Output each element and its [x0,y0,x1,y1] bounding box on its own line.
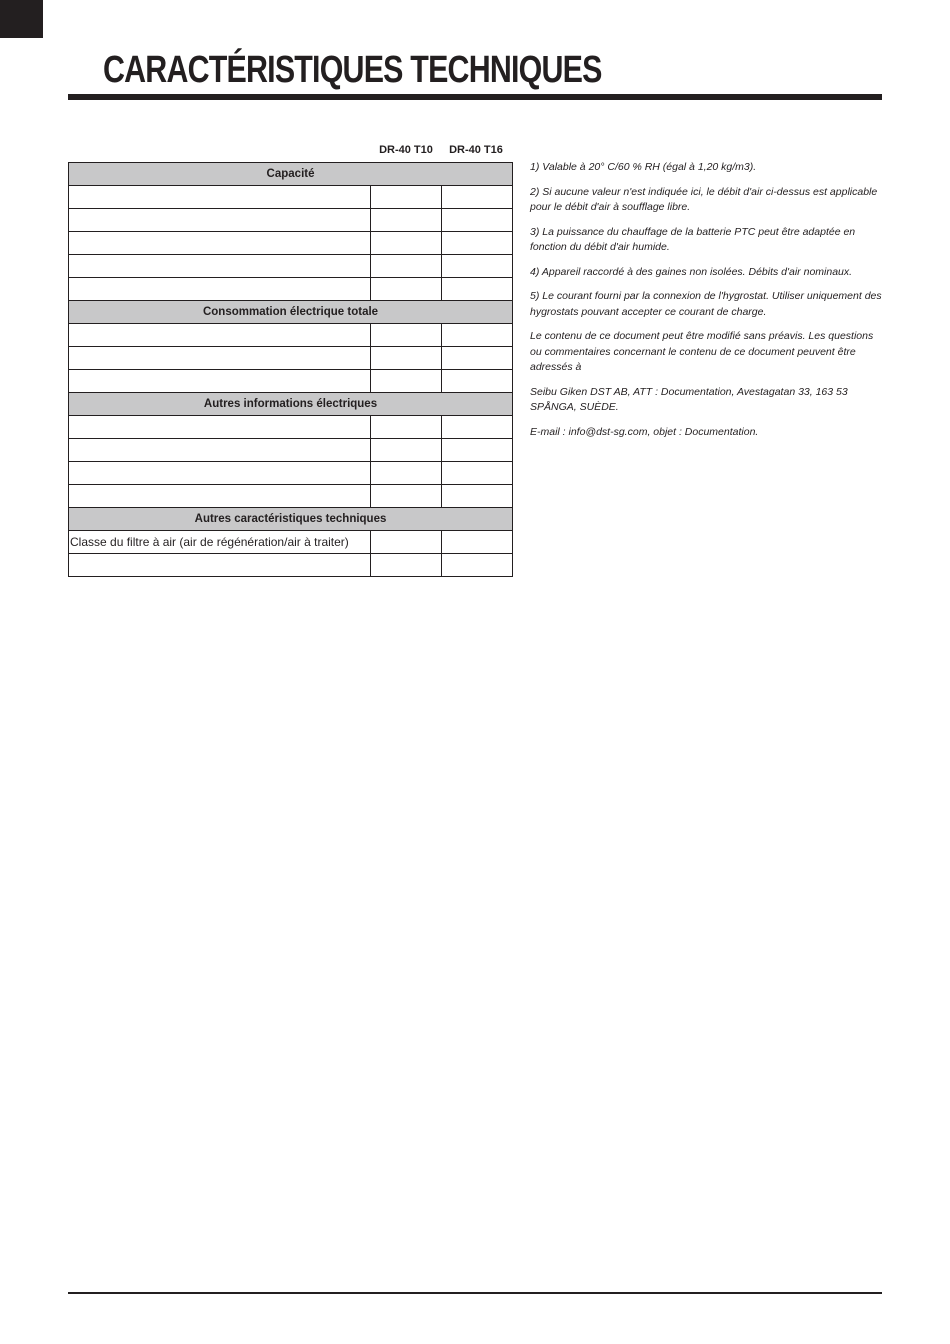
value-t16 [442,531,513,554]
value-t10 [371,370,442,393]
table-row [69,255,513,278]
value-t16 [442,554,513,577]
value-t16 [442,462,513,485]
value-t10 [371,209,442,232]
specifications-table [68,162,513,577]
row-label [69,347,371,370]
table-row [69,347,513,370]
section-header-row [69,508,513,531]
value-t10 [371,347,442,370]
value-t16 [442,347,513,370]
value-t16 [442,232,513,255]
value-t10 [371,462,442,485]
row-label [69,209,371,232]
value-t10 [371,485,442,508]
table-row [69,462,513,485]
row-label [69,232,371,255]
title-rule [68,94,882,100]
table-row [69,209,513,232]
value-t10 [371,554,442,577]
page-title: CARACTÉRISTIQUES TECHNIQUES [103,49,602,91]
footer-rule [68,1292,882,1294]
row-label-filtre-air: Classe du filtre à air (air de régénération/air à traiter) [69,531,371,554]
row-label [69,278,371,301]
section-header-row [69,163,513,186]
table-row [69,278,513,301]
section-header-row [69,393,513,416]
table-row [69,485,513,508]
value-t16 [442,485,513,508]
table-row [69,324,513,347]
row-label [69,324,371,347]
row-label [69,439,371,462]
value-t16 [442,186,513,209]
value-t10 [371,324,442,347]
table-row [69,554,513,577]
row-label [69,462,371,485]
value-t10 [371,232,442,255]
column-header-dr40-t10: DR-40 T10 [379,144,433,156]
disclaimer-text: Le contenu de ce document peut être modifié sans préavis. Les questions ou commentaires concernant le contenu de ce document peuvent être adressés à [530,330,874,373]
value-t16 [442,278,513,301]
section-consommation-electrique: Consommation électrique totale [69,301,513,324]
row-label [69,485,371,508]
footnote-1: 1) Valable à 20° C/60 % RH (égal à 1,20 kg/m3). [530,161,757,173]
row-label [69,370,371,393]
value-t10 [371,531,442,554]
contact-address: Seibu Giken DST AB, ATT : Documentation, Avestagatan 33, 163 53 SPÅNGA, SUÈDE. [530,385,848,413]
value-t16 [442,416,513,439]
contact-email: E-mail : info@dst-sg.com, objet : Documentation. [530,425,759,438]
table-row [69,416,513,439]
row-label [69,186,371,209]
footnotes [530,160,882,449]
value-t10 [371,278,442,301]
value-t16 [442,324,513,347]
row-label [69,554,371,577]
footnote-3: 3) La puissance du chauffage de la batterie PTC peut être adaptée en fonction du débit d'air humide. [530,225,856,253]
value-t10 [371,439,442,462]
table-row [69,439,513,462]
value-t16 [442,370,513,393]
table-row [69,232,513,255]
footnote-2: 2) Si aucune valeur n'est indiquée ici, le débit d'air ci-dessus est applicable pour le débit d'air à soufflage libre. [530,185,878,213]
table-row [69,186,513,209]
value-t16 [442,209,513,232]
corner-tab-block [0,0,43,38]
section-capacite: Capacité [69,163,513,186]
value-t16 [442,439,513,462]
table-row [69,370,513,393]
row-label [69,255,371,278]
footnote-4: 4) Appareil raccordé à des gaines non isolées. Débits d'air nominaux. [530,265,853,278]
footnote-5: 5) Le courant fourni par la connexion de l'hygrostat. Utiliser uniquement des hygrostats pouvant accepter ce courant de charge. [530,290,882,318]
value-t10 [371,186,442,209]
column-header-dr40-t16: DR-40 T16 [449,144,503,156]
table-row [69,531,513,554]
value-t10 [371,255,442,278]
section-autres-informations-electriques: Autres informations électriques [69,393,513,416]
row-label [69,416,371,439]
value-t16 [442,255,513,278]
section-header-row [69,301,513,324]
value-t10 [371,416,442,439]
section-autres-caracteristiques-techniques: Autres caractéristiques techniques [69,508,513,531]
